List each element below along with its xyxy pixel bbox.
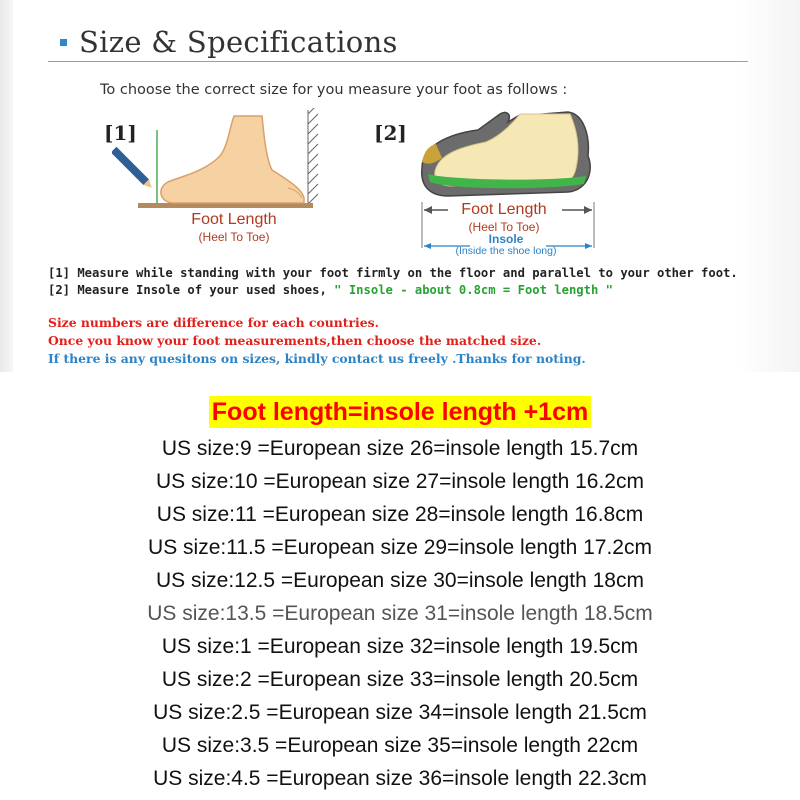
measure-note-2-text: [2] Measure Insole of your used shoes, [48,283,335,297]
page-title: Size & Specifications [79,25,398,59]
size-row: US size:9 =European size 26=insole length 15.7cm [161,437,639,460]
size-row: US size:11 =European size 28=insole length 16.8cm [156,503,644,526]
figure2-subcaption: (Heel To Toe) [468,220,540,234]
header-divider [48,61,748,62]
size-row: US size:4.5 =European size 36=insole length 22.3cm [153,767,647,790]
size-row: US size:10 =European size 27=insole length 16.2cm [156,470,644,493]
figure1-caption: Foot Length [191,211,277,228]
pencil-icon [112,147,155,191]
measure-note-1: [1] Measure while standing with your foot firmly on the floor and parallel to your other foot. [48,266,738,280]
size-row: US size:11.5 =European size 29=insole length 17.2cm [148,536,652,559]
left-edge-strip [0,0,13,372]
section-header [60,24,398,60]
measure-note-2 [48,283,613,297]
size-chart-list [0,432,800,795]
size-row: US size:2 =European size 33=insole length 20.5cm [161,668,639,691]
warning-line-2: Once you know your foot measurements,then choose the matched size. [48,333,542,348]
wall-hatch-icon [308,108,318,206]
insole-sublabel: (Inside the shoe long) [455,245,557,257]
figure2-caption: Foot Length [461,201,547,218]
figure1-label: [1] [104,121,137,145]
contact-line: If there is any quesitons on sizes, kindly contact us freely .Thanks for noting. [48,351,586,366]
foot-icon [161,116,304,203]
measure-instruction: To choose the correct size for you measure your foot as follows : [100,82,568,98]
figure1-subcaption: (Heel To Toe) [198,230,270,244]
size-row: US size:1 =European size 32=insole length 19.5cm [161,635,639,658]
header-bullet-icon [60,39,67,46]
insole-label: Insole [488,232,524,246]
warning-line-1: Size numbers are difference for each countries. [48,315,379,330]
size-row: US size:13.5 =European size 31=insole length 18.5cm [147,602,653,625]
size-row: US size:2.5 =European size 34=insole length 21.5cm [153,701,647,724]
size-row: US size:12.5 =European size 30=insole length 18cm [156,569,644,592]
figure2-label: [2] [374,121,407,145]
size-row: US size:3.5 =European size 35=insole length 22cm [161,734,639,757]
foot-length-formula: Foot length=insole length +1cm [209,396,591,428]
headline-wrap [0,396,800,428]
insole-rule-highlight: " Insole - about 0.8cm = Foot length " [334,283,613,297]
